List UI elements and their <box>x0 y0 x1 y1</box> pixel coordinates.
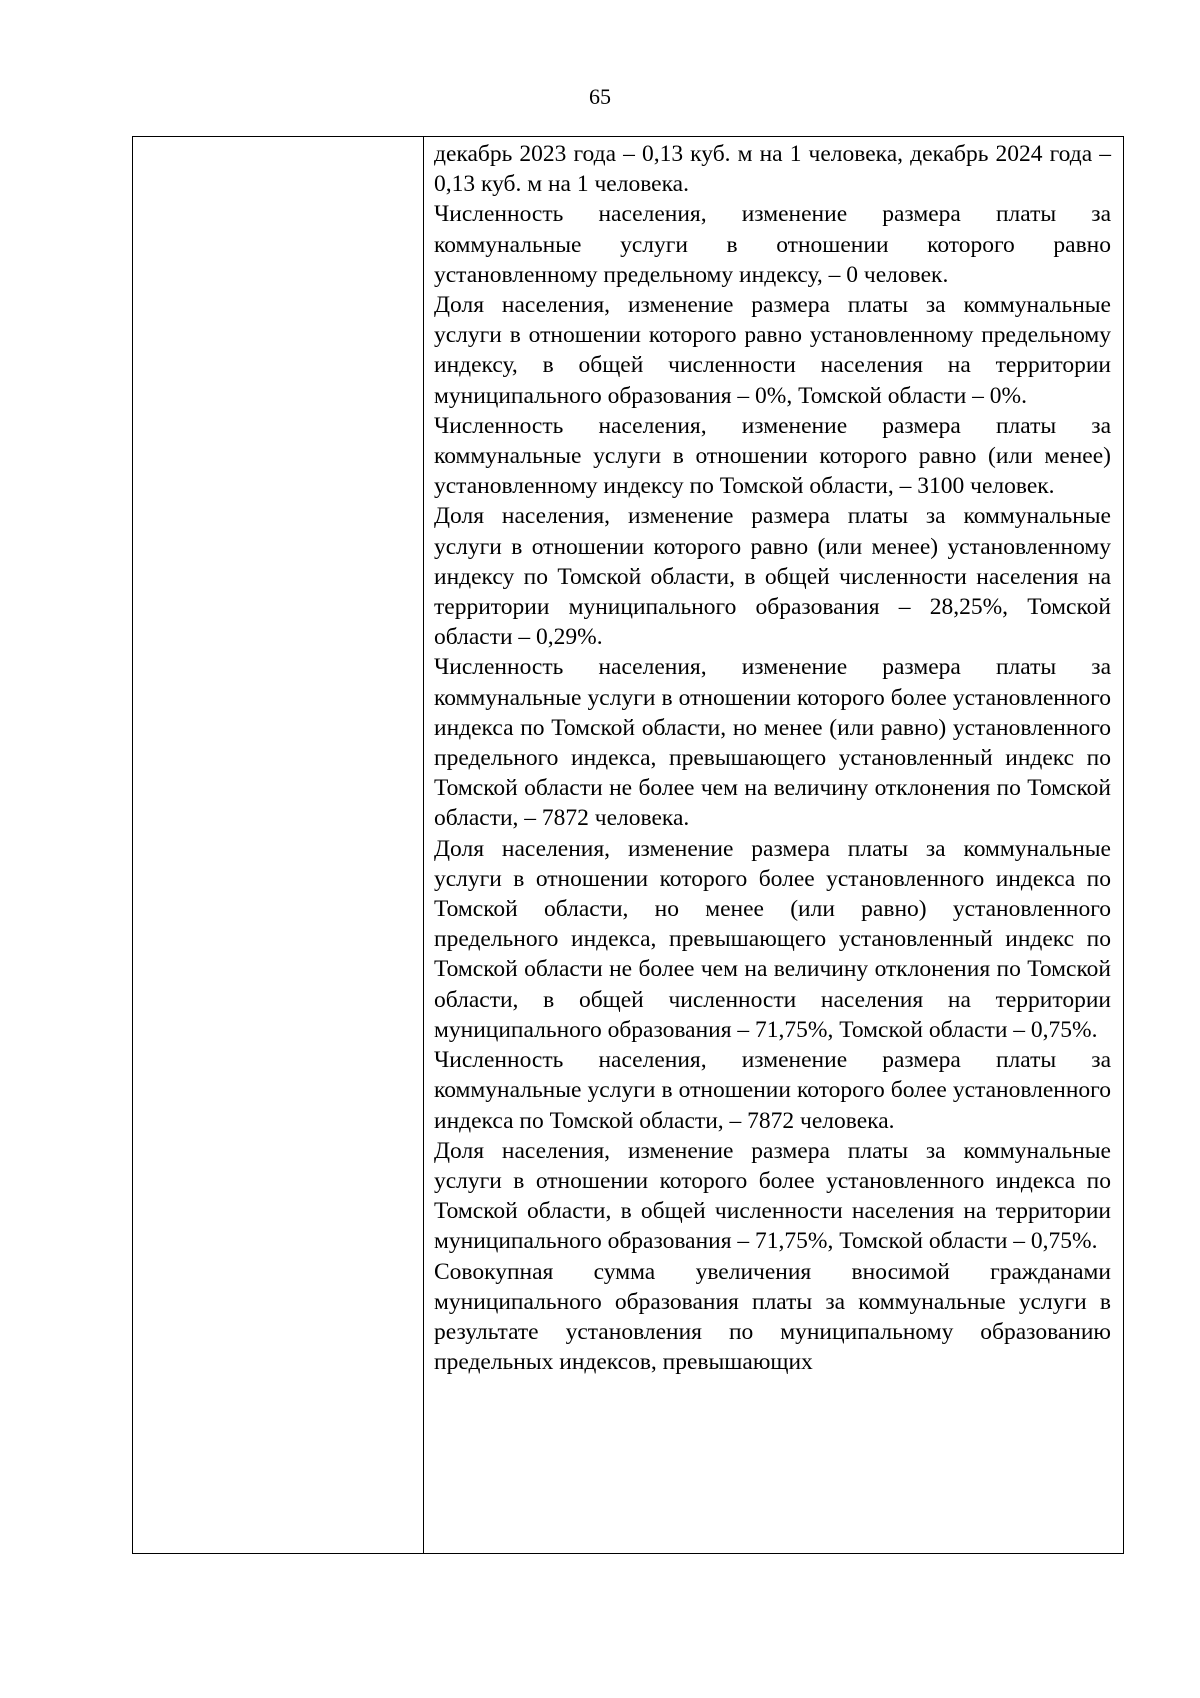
page-number: 65 <box>589 84 611 109</box>
paragraph: Численность населения, изменение размера платы за коммунальные услуги в отношении которого более установленного индекса по Томской области, но менее (или равно) установленного предельного индекса, превышающего установленный индекс по Томской области не более чем на величину отклонения по Томской области, – 7872 человека. <box>434 654 1111 832</box>
paragraph: Численность населения, изменение размера платы за коммунальные услуги в отношении которого более установленного индекса по Томской области, – 7872 человека. <box>434 1047 1111 1134</box>
content-table <box>132 136 1124 1554</box>
paragraph: Доля населения, изменение размера платы за коммунальные услуги в отношении которого равно установленному предельному индексу, в общей численности населения на территории муниципального образования – 0%, Томской области – 0%. <box>434 292 1111 409</box>
table-right-cell <box>424 137 1123 1553</box>
paragraph: Совокупная сумма увеличения вносимой гражданами муниципального образования платы за коммунальные услуги в результате установления по муниципальному образованию предельных индексов, превышающих <box>434 1258 1111 1376</box>
paragraph: декабрь 2023 года – 0,13 куб. м на 1 человека, декабрь 2024 года – 0,13 куб. м на 1 человека. <box>434 141 1111 198</box>
paragraph: Доля населения, изменение размера платы за коммунальные услуги в отношении которого более установленного индекса по Томской области, в общей численности населения на территории муниципального образования – 71,75%, Томской области – 0,75%. <box>434 1137 1111 1255</box>
paragraph: Численность населения, изменение размера платы за коммунальные услуги в отношении которого равно установленному предельному индексу, – 0 человек. <box>434 201 1111 288</box>
paragraph: Численность населения, изменение размера платы за коммунальные услуги в отношении которого равно (или менее) установленному индексу по Томской области, – 3100 человек. <box>434 412 1111 500</box>
table-left-cell <box>133 137 424 1553</box>
paragraph: Доля населения, изменение размера платы за коммунальные услуги в отношении которого более установленного индекса по Томской области, но менее (или равно) установленного предельного индекса, превышающего установленный индекс по Томской области не более чем на величину отклонения по Томской области, в общей численности населения на территории муниципального образования – 71,75%, Томской области – 0,75%. <box>434 835 1111 1043</box>
paragraph: Доля населения, изменение размера платы за коммунальные услуги в отношении которого равно (или менее) установленному индексу по Томской области, в общей численности населения на территории муниципального образования – 28,25%, Томской области – 0,29%. <box>434 503 1111 651</box>
